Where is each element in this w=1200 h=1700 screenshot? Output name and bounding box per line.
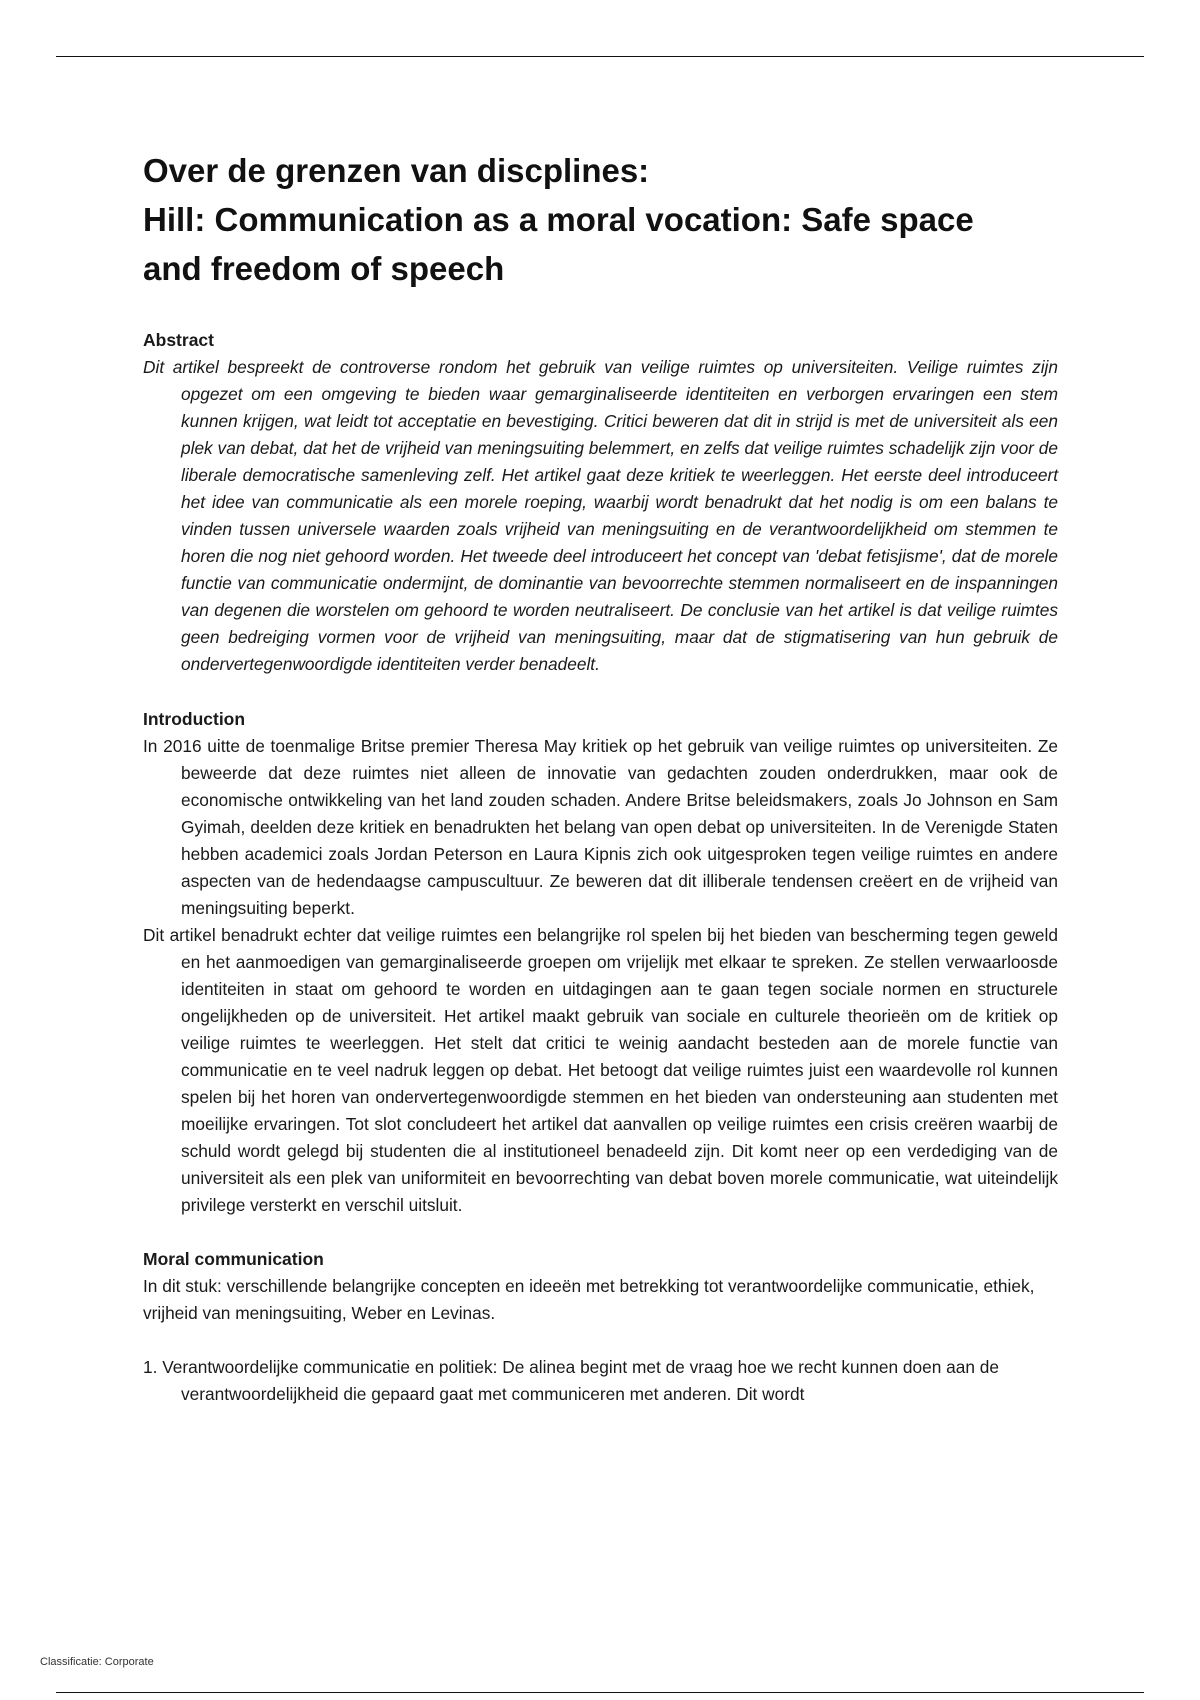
abstract-text: Dit artikel bespreekt de controverse rondom het gebruik van veilige ruimtes op universiteiten. Veilige ruimtes zijn opgezet om een omgeving te bieden waar gemarginaliseerde identiteiten en verborgen ervaringen een stem kunnen krijgen, wat leidt tot acceptatie en bevestiging. Critici beweren dat dit in strijd is met de universiteit als een plek van debat, dat het de vrijheid van meningsuiting belemmert, en zelfs dat veilige ruimtes schadelijk zijn voor de liberale democratische samenleving zelf. Het artikel gaat deze kritiek te weerleggen. Het eerste deel introduceert het idee van communicatie als een morele roeping, waarbij wordt benadrukt dat het nodig is om een balans te vinden tussen universele waarden zoals vrijheid van meningsuiting en de verantwoordelijkheid om stemmen te horen die nog niet gehoord worden. Het tweede deel introduceert het concept van 'debat fetisjisme', dat de morele functie van communicatie ondermijnt, de dominantie van bevoorrechte stemmen normaliseert en de inspanningen van degenen die worstelen om gehoord te worden neutraliseert. De conclusie van het artikel is dat veilige ruimtes geen bedreiging vormen voor de vrijheid van meningsuiting, maar dat de stigmatisering van hun gebruik de ondervertegenwoordigde identiteiten verder benadeelt. xyxy=(143,357,1058,674)
moral-communication-intro: In dit stuk: verschillende belangrijke concepten en ideeën met betrekking tot verantwoordelijke communicatie, ethiek, vrijheid van meningsuiting, Weber en Levinas. xyxy=(143,1276,1035,1323)
title-line-3: and freedom of speech xyxy=(143,250,505,287)
bottom-rule xyxy=(56,1692,1144,1693)
introduction-heading: Introduction xyxy=(143,709,246,729)
abstract-heading: Abstract xyxy=(143,330,214,350)
introduction-paragraph-1: In 2016 uitte de toenmalige Britse premier Theresa May kritiek op het gebruik van veilige ruimtes op universiteiten. Ze beweerde dat deze ruimtes niet alleen de innovatie van gedachten zouden onderdrukken, maar ook de economische ontwikkeling van het land zouden schaden. Andere Britse beleidsmakers, zoals Jo Johnson en Sam Gyimah, deelden deze kritiek en benadrukten het belang van open debat op universiteiten. In de Verenigde Staten hebben academici zoals Jordan Peterson en Laura Kipnis zich ook uitgesproken tegen veilige ruimtes en andere aspecten van de hedendaagse campuscultuur. Ze beweren dat dit illiberale tendensen creëert en de vrijheid van meningsuiting beperkt. xyxy=(143,736,1058,918)
classification-label: Classificatie: Corporate xyxy=(40,1656,154,1668)
title-line-2: Hill: Communication as a moral vocation: Safe space xyxy=(143,201,974,238)
list-item: 1. Verantwoordelijke communicatie en politiek: De alinea begint met de vraag hoe we recht kunnen doen aan de verantwoordelijkheid die gepaard gaat met communiceren met anderen. Dit wordt xyxy=(143,1357,999,1404)
introduction-paragraph-2: Dit artikel benadrukt echter dat veilige ruimtes een belangrijke rol spelen bij het bieden van bescherming tegen geweld en het aanmoedigen van gemarginaliseerde groepen om vrijelijk met elkaar te spreken. Ze stellen verwaarloosde identiteiten in staat om gehoord te worden en uitdagingen aan te gaan tegen sociale normen en structurele ongelijkheden op de universiteit. Het artikel maakt gebruik van sociale en culturele theorieën om de kritiek op veilige ruimtes te weerleggen. Het stelt dat critici te weinig aandacht besteden aan de morele functie van communicatie en te veel nadruk leggen op debat. Het betoogt dat veilige ruimtes juist een waardevolle rol kunnen spelen bij het horen van ondervertegenwoordigde stemmen en het bieden van ondersteuning aan studenten met moeilijke ervaringen. Tot slot concludeert het artikel dat aanvallen op veilige ruimtes een crisis creëren waarbij de schuld wordt gelegd bij studenten die al institutioneel benadeeld zijn. Dit komt neer op een verdediging van de universiteit als een plek van uniformiteit en bevoorrechting van debat boven morele communicatie, wat uiteindelijk privilege versterkt en verschil uitsluit. xyxy=(143,925,1058,1215)
moral-communication-heading: Moral communication xyxy=(143,1249,324,1269)
document-body xyxy=(143,146,1058,1408)
title-line-1: Over de grenzen van discplines: xyxy=(143,152,650,189)
top-rule xyxy=(56,56,1144,57)
document-title xyxy=(143,146,1058,293)
